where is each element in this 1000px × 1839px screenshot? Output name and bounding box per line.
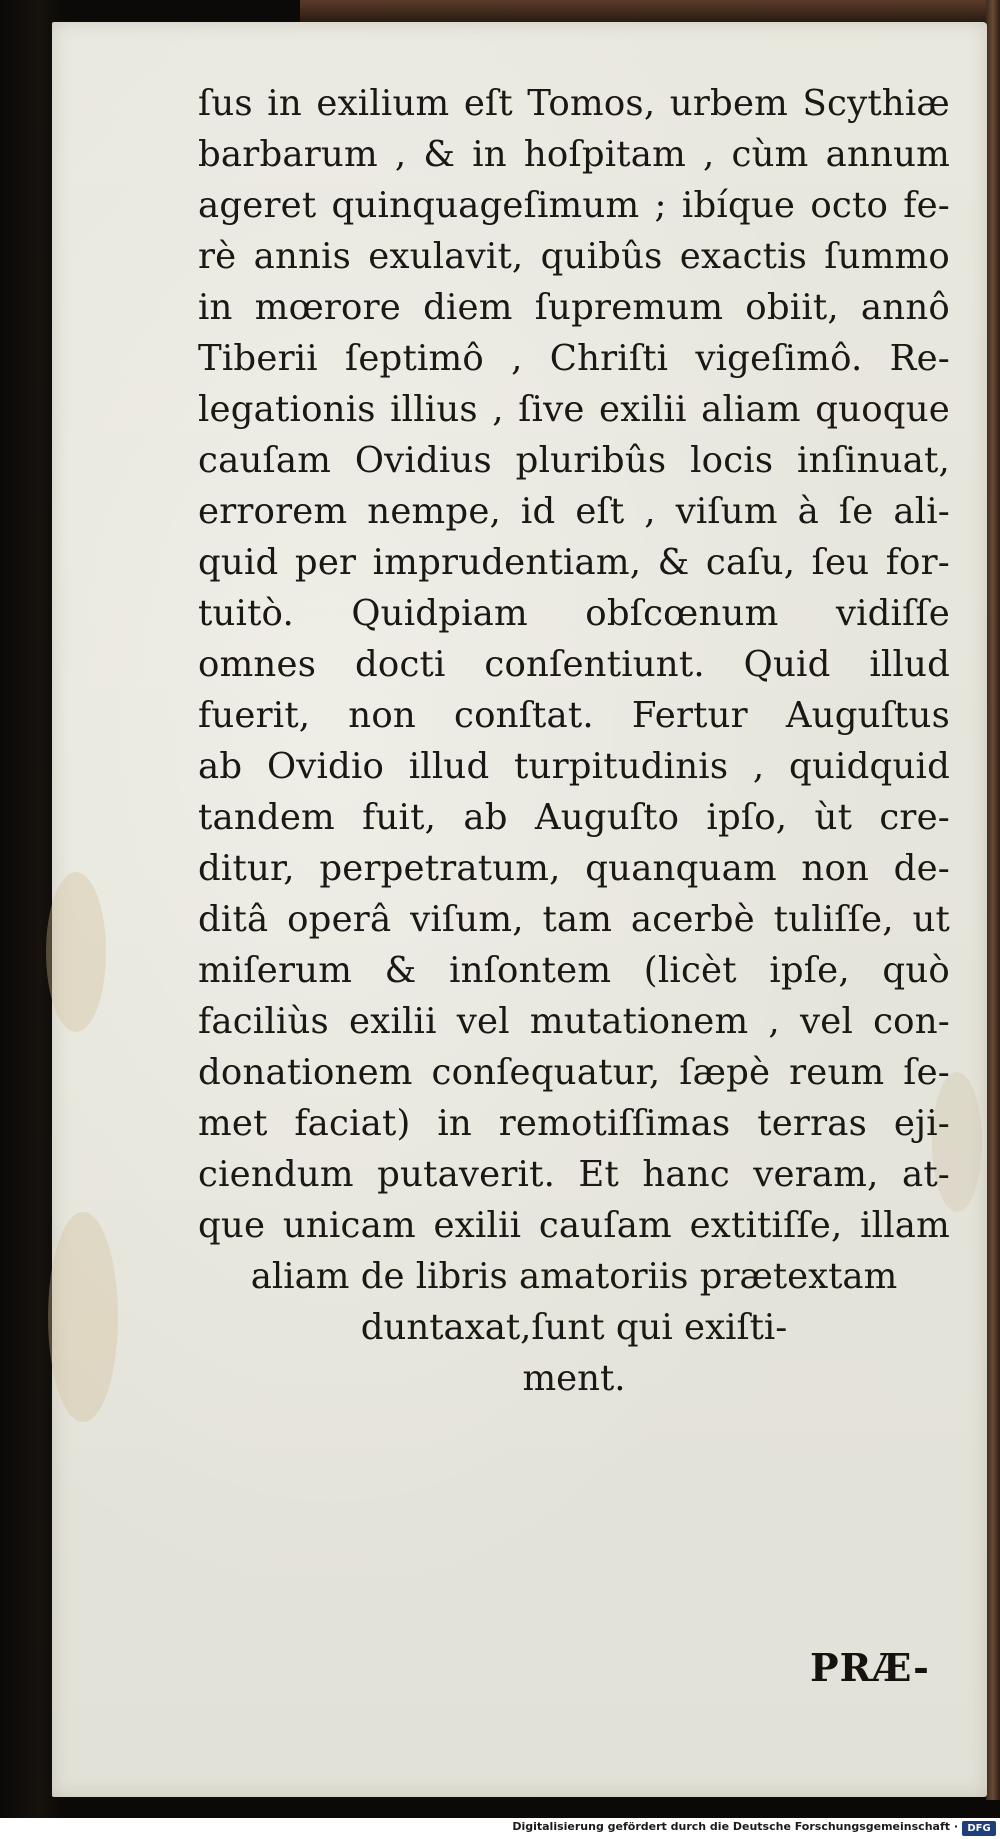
text-line: cauſam Ovidius pluribûs locis inſinuat,: [198, 440, 950, 481]
text-line: ciendum putaverit. Et hanc veram, at-: [198, 1154, 950, 1195]
text-line: errorem nempe, id eſt , viſum à ſe ali-: [198, 491, 950, 532]
text-line: miſerum & inſontem (licèt ipſe, quò: [198, 950, 950, 991]
book-edge-top: [300, 0, 1000, 22]
text-line: que unicam exilii cauſam extitiſſe, illam: [198, 1205, 950, 1246]
book-edge-right: [986, 0, 1000, 1800]
body-text: [198, 78, 950, 1251]
digitization-credit: Digitalisierung gefördert durch die Deutsche Forschungsgemeinschaft ·: [512, 1820, 958, 1833]
paper-stain: [46, 872, 106, 1032]
text-line: met faciat) in remotiſſimas terras eji-: [198, 1103, 950, 1144]
dfg-logo: DFG: [962, 1821, 996, 1836]
text-line: legationis illius , ſive exilii aliam quoque: [198, 389, 950, 430]
text-line: faciliùs exilii vel mutationem , vel con-: [198, 1001, 950, 1042]
text-line: barbarum , & in hoſpitam , cùm annum: [198, 134, 950, 175]
text-line: ſus in exilium eſt Tomos, urbem Scythiæ: [198, 83, 950, 124]
text-line: omnes docti conſentiunt. Quid illud: [198, 644, 950, 685]
catchword: PRÆ-: [810, 1645, 930, 1690]
text-line: tandem fuit, ab Auguſto ipſo, ùt cre-: [198, 797, 950, 838]
text-line: ditâ operâ viſum, tam acerbè tuliſſe, ut: [198, 899, 950, 940]
tail-line-1: aliam de libris amatoriis prætextam: [250, 1256, 898, 1297]
text-line: ab Ovidio illud turpitudinis , quidquid: [198, 746, 950, 787]
text-line: ageret quinquageſimum ; ibíque octo fe-: [198, 185, 950, 226]
text-line: quid per imprudentiam, & caſu, ſeu for-: [198, 542, 950, 583]
text-line: fuerit, non conſtat. Fertur Auguſtus: [198, 695, 950, 736]
text-line: tuitò. Quidpiam obſcœnum vidiſſe: [198, 593, 950, 634]
paper-stain: [48, 1212, 118, 1422]
text-line: rè annis exulavit, quibûs exactis ſummo: [198, 236, 950, 277]
text-line: in mœrore diem ſupremum obiit, annô: [198, 287, 950, 328]
text-line: Tiberii ſeptimô , Chriſti vigeſimô. Re-: [198, 338, 950, 379]
text-line: donationem conſequatur, ſæpè reum ſe-: [198, 1052, 950, 1093]
tail-line-3: ment.: [522, 1358, 626, 1399]
text-line: ditur, perpetratum, quanquam non de-: [198, 848, 950, 889]
tail-line-2: duntaxat,ſunt qui exiſti-: [360, 1307, 788, 1348]
